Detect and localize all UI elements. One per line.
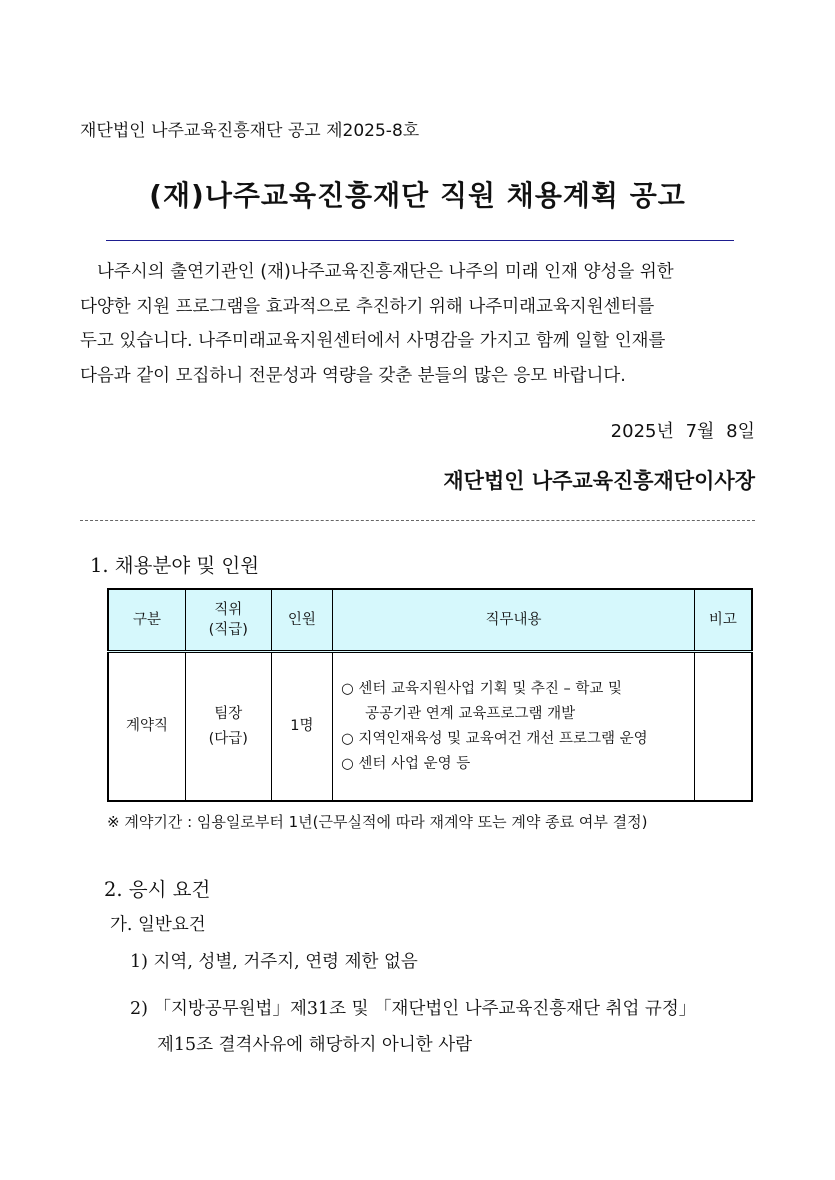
duty-item: ○ 센터 교육지원사업 기획 및 추진 – 학교 및 (341, 680, 623, 697)
intro-line: 두고 있습니다. 나주미래교육지원센터에서 사명감을 가지고 함께 일할 인재를 (80, 331, 666, 351)
duty-item: 공공기관 연계 교육프로그램 개발 (365, 705, 576, 722)
page-title: (재)나주교육진흥재단 직원 채용계획 공고 (149, 179, 686, 212)
cell-position (186, 652, 272, 802)
header-position-line1: 직위 (214, 602, 243, 618)
recruitment-table (107, 588, 753, 802)
intro-line: 다음과 같이 모집하니 전문성과 역량을 갖춘 분들의 많은 응모 바랍니다. (80, 365, 626, 386)
cell-remarks (694, 652, 752, 802)
general-requirements-heading: 가. 일반요건 (110, 915, 206, 935)
cell-duties (333, 652, 695, 802)
dashed-divider (80, 520, 755, 521)
notice-date: 2025년 7월 8일 (610, 421, 755, 442)
cell-count: 1명 (271, 652, 333, 802)
intro-line: 다양한 지원 프로그램을 효과적으로 추진하기 위해 나주미래교육지원센터를 (80, 296, 655, 317)
requirement-item-2-line2: 제15조 결격사유에 해당하지 아니한 사람 (157, 1035, 472, 1055)
duty-item: ○ 센터 사업 운영 등 (341, 755, 471, 772)
issuer-name: 재단법인 나주교육진흥재단이사장 (443, 469, 755, 493)
header-duties: 직무내용 (333, 589, 695, 652)
section1-heading: 1. 채용분야 및 인원 (90, 554, 260, 577)
requirement-item-2-line1: 2) 「지방공무원법」제31조 및 「재단법인 나주교육진흥재단 취업 규정」 (130, 999, 697, 1019)
intro-paragraph (80, 255, 755, 393)
header-position (186, 589, 272, 652)
table-row (108, 652, 752, 802)
header-remarks: 비고 (694, 589, 752, 652)
cell-category: 계약직 (108, 652, 186, 802)
table-header-row (108, 589, 752, 652)
notice-number: 재단법인 나주교육진흥재단 공고 제2025-8호 (80, 121, 420, 141)
duty-item: ○ 지역인재육성 및 교육여건 개선 프로그램 운영 (341, 730, 648, 747)
header-category: 구분 (108, 589, 186, 652)
contract-note: ※ 계약기간 : 임용일로부터 1년(근무실적에 따라 재계약 또는 계약 종료 여부 결정) (107, 813, 648, 831)
cell-position-line1: 팀장 (214, 705, 243, 722)
header-position-line2: (직급) (208, 622, 248, 638)
header-count: 인원 (271, 589, 333, 652)
intro-line: 나주시의 출연기관인 (재)나주교육진흥재단은 나주의 미래 인재 양성을 위한 (97, 262, 674, 282)
section2-heading: 2. 응시 요건 (104, 878, 211, 901)
title-underline (106, 240, 734, 241)
cell-position-line2: (다급) (208, 730, 248, 747)
requirement-item-1: 1) 지역, 성별, 거주지, 연령 제한 없음 (130, 952, 418, 972)
